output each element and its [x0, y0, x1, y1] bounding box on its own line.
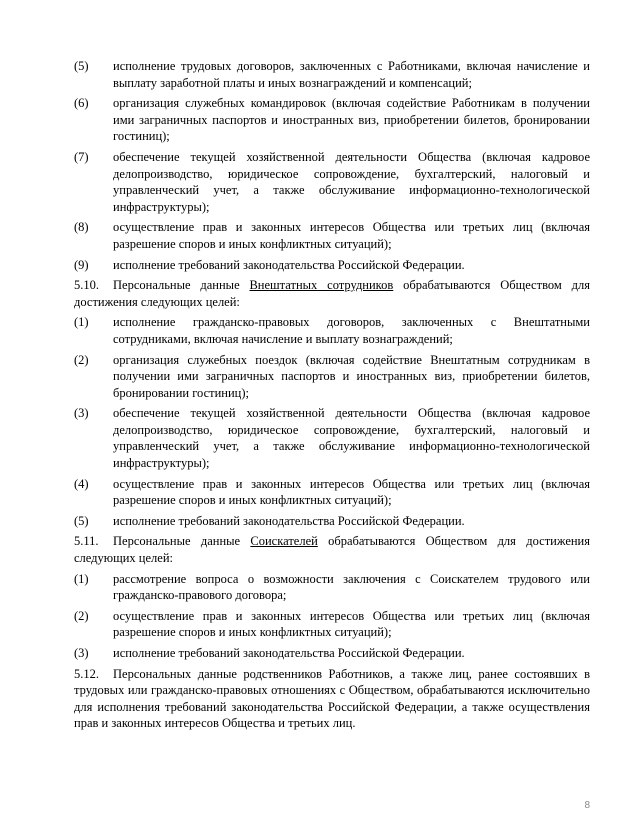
- clause-text-before: Персональные данные: [113, 278, 250, 293]
- list-item: [74, 219, 590, 252]
- list-item: [74, 257, 590, 274]
- clause-text-after: обрабатываются Обществом для достижения следующих целей:: [74, 278, 590, 309]
- item-text: исполнение гражданско-правовых договоров, заключенных с Внештатными сотрудниками, включая начисление и выплату вознаграждений;: [113, 315, 590, 346]
- item-text: исполнение требований законодательства Российской Федерации.: [113, 257, 465, 272]
- item-text: организация служебных командировок (включая содействие Работникам в получении ими заграничных паспортов и иностранных виз, приобретении билетов, бронировании гостиниц);: [113, 96, 590, 144]
- clause-text: Персональных данные родственников Работников, а также лиц, ранее состоявших в трудовых или гражданско-правовых отношениях с Обществом, обрабатываются исключительно для исполнения требований законодательства Российской Федерации, а также осуществления прав и законных интересов Общества и третьих лиц.: [74, 666, 590, 731]
- item-number: (5): [74, 59, 89, 73]
- item-text: осуществление прав и законных интересов Общества или третьих лиц (включая разрешение споров и иных конфликтных ситуаций);: [113, 220, 590, 251]
- item-number: (7): [74, 149, 89, 164]
- list-item: [74, 95, 590, 145]
- item-text: рассмотрение вопроса о возможности заключения с Соискателем трудового или гражданско-правового договора;: [113, 571, 590, 603]
- list-item: [74, 608, 590, 641]
- list-item: [74, 314, 590, 347]
- clause-number: 5.10.: [74, 278, 99, 293]
- list-item: [74, 58, 590, 91]
- document-page: [74, 58, 590, 736]
- list-block-b: [74, 314, 590, 529]
- clause-5-10: [74, 277, 590, 310]
- item-text: обеспечение текущей хозяйственной деятельности Общества (включая кадровое делопроизводство, юридическое сопровождение, бухгалтерский, налоговый и управленческий учет, а также обслуживание информационно-технологической инфраструктуры);: [113, 149, 590, 214]
- list-item: [74, 476, 590, 509]
- item-number: (3): [74, 646, 89, 660]
- item-text: организация служебных поездок (включая содействие Внештатным сотрудникам в получении ими заграничных паспортов и иностранных виз, приобретении билетов, бронировании гостиниц);: [113, 352, 590, 400]
- page-number: 8: [584, 800, 590, 811]
- clause-underlined-term: Внештатных сотрудников: [249, 278, 394, 293]
- clause-text-before: Персональные данные: [113, 534, 251, 549]
- item-text: осуществление прав и законных интересов Общества или третьих лиц (включая разрешение споров и иных конфликтных ситуаций);: [113, 476, 590, 508]
- item-text: осуществление прав и законных интересов Общества или третьих лиц (включая разрешение споров и иных конфликтных ситуаций);: [113, 608, 590, 640]
- item-text: исполнение трудовых договоров, заключенных с Работниками, включая начисление и выплату заработной платы и иных вознаграждений и компенсаций;: [113, 59, 590, 90]
- item-number: (8): [74, 220, 89, 235]
- list-item: [74, 571, 590, 604]
- list-item: [74, 149, 590, 215]
- list-item: [74, 405, 590, 471]
- item-number: (6): [74, 96, 89, 111]
- list-block-a: [74, 58, 590, 273]
- item-number: (3): [74, 406, 89, 421]
- item-number: (4): [74, 476, 89, 491]
- list-block-c: [74, 571, 590, 662]
- item-number: (2): [74, 608, 89, 623]
- clause-5-12: [74, 666, 590, 732]
- item-number: (2): [74, 352, 89, 367]
- clause-number: 5.11.: [74, 534, 99, 549]
- item-text: исполнение требований законодательства Российской Федерации.: [113, 513, 465, 528]
- clause-text-after: обрабатываются Обществом для достижения следующих целей:: [74, 534, 590, 566]
- list-item: [74, 352, 590, 402]
- item-number: (5): [74, 513, 89, 528]
- list-item: [74, 513, 590, 530]
- item-text: обеспечение текущей хозяйственной деятельности Общества (включая кадровое делопроизводство, юридическое сопровождение, бухгалтерский, налоговый и управленческий учет, а также обслуживание информационно-технологической инфраструктуры);: [113, 406, 590, 471]
- item-text: исполнение требований законодательства Российской Федерации.: [113, 646, 465, 660]
- item-number: (9): [74, 257, 89, 272]
- item-number: (1): [74, 315, 89, 330]
- list-item: [74, 645, 590, 662]
- clause-number: 5.12.: [74, 666, 99, 681]
- item-number: (1): [74, 571, 89, 586]
- clause-5-11: [74, 533, 590, 566]
- clause-underlined-term: Соискателей: [250, 534, 318, 549]
